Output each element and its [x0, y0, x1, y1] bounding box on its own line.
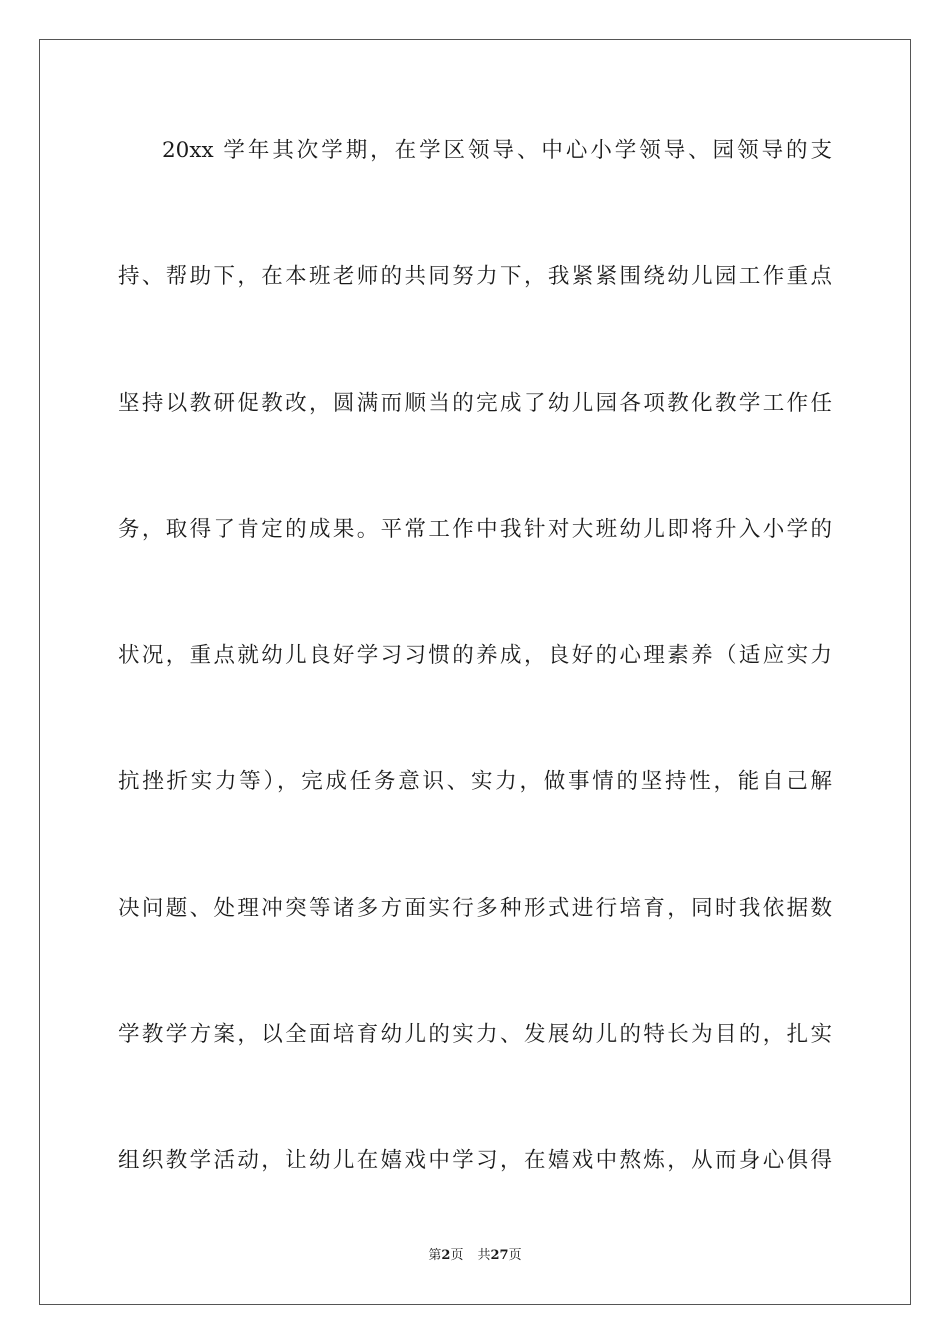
total-suffix: 页: [508, 1248, 522, 1263]
page-footer: [0, 1246, 950, 1266]
text-line-7: 决问题、处理冲突等诸多方面实行多种形式进行培育，同时我依据数: [118, 895, 832, 921]
text-line-4: 务，取得了肯定的成果。平常工作中我针对大班幼儿即将升入小学的: [118, 516, 832, 542]
body-text: [118, 126, 832, 1263]
text-line-1: 20xx 学年其次学期，在学区领导、中心小学领导、园领导的支: [162, 138, 832, 163]
text-line-8: 学教学方案，以全面培育幼儿的实力、发展幼儿的特长为目的，扎实: [118, 1022, 832, 1048]
text-line-5: 状况，重点就幼儿良好学习习惯的养成，良好的心理素养（适应实力: [118, 643, 832, 669]
page-prefix: 第: [428, 1248, 442, 1263]
total-prefix: 共: [477, 1248, 491, 1263]
text-line-9: 组织教学活动，让幼儿在嬉戏中学习，在嬉戏中熬炼，从而身心俱得: [118, 1148, 832, 1174]
total-pages: 27: [490, 1248, 509, 1263]
text-line-3: 坚持以教研促教改，圆满而顺当的完成了幼儿园各项教化教学工作任: [118, 390, 832, 416]
text-line-6: 抗挫折实力等），完成任务意识、实力，做事情的坚持性，能自己解: [118, 769, 832, 795]
page-number: 2: [441, 1248, 451, 1263]
text-line-2: 持、帮助下，在本班老师的共同努力下，我紧紧围绕幼儿园工作重点: [118, 264, 832, 290]
page-suffix: 页: [450, 1248, 464, 1263]
